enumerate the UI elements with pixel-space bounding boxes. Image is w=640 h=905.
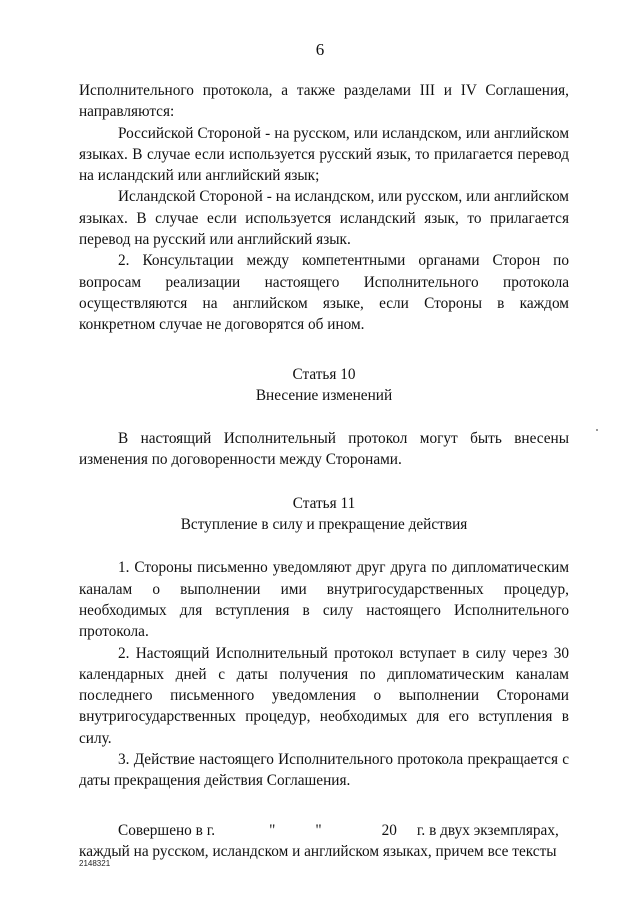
closing-done-in: Совершено в г.	[118, 821, 216, 839]
article-11-paragraph-1: 1. Стороны письменно уведомляют друг друга по дипломатическим каналам о выполнении ими внутригосударственных процедур, необходимых для вступления в силу настоящего Исполнительного протокола.	[79, 559, 569, 641]
document-id: 2148321	[79, 859, 111, 868]
article-10-subtitle: Внесение изменений	[255, 386, 393, 404]
closing-line-2: каждый на русском, исландском и английском языках, причем все тексты	[79, 842, 557, 860]
closing-year: 20	[381, 821, 397, 839]
paragraph-icelandic-side: Исландской Стороной - на исландском, или русском, или английском языках. В случае если используется исландский язык, то прилагается перевод на русский или английский язык.	[79, 188, 569, 249]
section-gap	[79, 336, 569, 364]
article-11-subtitle: Вступление в силу и прекращение действия	[180, 516, 468, 534]
paragraph-russian-side: Российской Стороной - на русском, или исландском, или английском языках. В случае если используется русский язык, то прилагается перевод на исландский или английский язык;	[79, 124, 569, 185]
article-10-title: Статья 10	[292, 365, 356, 383]
article-10-paragraph: В настоящий Исполнительный протокол могут быть внесены изменения по договоренности между Сторонами.	[79, 430, 569, 469]
date-quote-close: "	[315, 821, 322, 839]
scan-speck	[596, 429, 598, 431]
section-gap	[79, 406, 569, 428]
article-11-title: Статья 11	[292, 494, 356, 512]
date-quote-open: "	[269, 821, 276, 839]
section-gap	[79, 471, 569, 493]
section-gap	[79, 792, 569, 820]
section-gap	[79, 535, 569, 557]
closing-line-1	[79, 820, 569, 841]
paragraph-continuation: Исполнительного протокола, а также разделами III и IV Соглашения, направляются:	[79, 82, 569, 121]
closing-copies: г. в двух экземплярах,	[416, 821, 559, 839]
document-body	[79, 80, 569, 862]
article-11-paragraph-2: 2. Настоящий Исполнительный протокол вступает в силу через 30 календарных дней с даты получения по дипломатическим каналам последнего письменного уведомления о выполнении Сторонами внутригосударственных процедур, необходимых для его вступления в силу.	[79, 644, 569, 747]
page-number: 6	[315, 40, 325, 59]
paragraph-consultations: 2. Консультации между компетентными органами Сторон по вопросам реализации настоящего Исполнительного протокола осуществляются на английском языке, если Стороны в каждом конкретном случае не договорятся об ином.	[79, 252, 569, 334]
article-11-paragraph-3: 3. Действие настоящего Исполнительного протокола прекращается с даты прекращения действия Соглашения.	[79, 751, 569, 790]
